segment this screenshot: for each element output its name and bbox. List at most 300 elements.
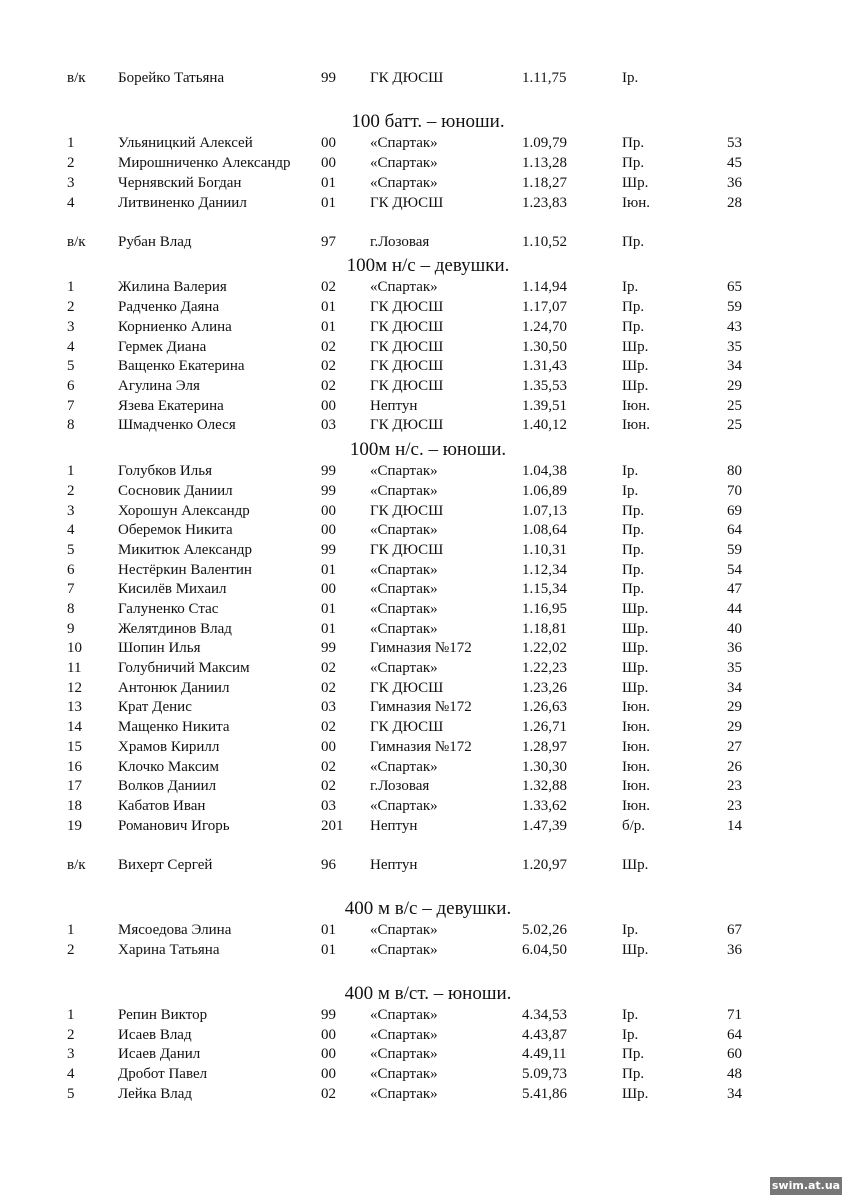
- club-name: Гимназия №172: [370, 739, 472, 755]
- points-value: 25: [727, 398, 742, 414]
- place-cell: 1: [67, 279, 75, 295]
- place-cell: в/к: [67, 857, 86, 873]
- rank-class: Іюн.: [622, 398, 650, 414]
- rank-class: Іюн.: [622, 719, 650, 735]
- result-row: [0, 718, 848, 737]
- birth-year: 00: [321, 398, 336, 414]
- place-cell: 11: [67, 660, 82, 676]
- result-time: 6.04,50: [522, 942, 567, 958]
- athlete-name: Шопин Илья: [118, 640, 201, 656]
- club-name: «Спартак»: [370, 660, 438, 676]
- club-name: «Спартак»: [370, 922, 438, 938]
- result-time: 1.23,83: [522, 195, 567, 211]
- birth-year: 01: [321, 621, 336, 637]
- points-value: 23: [727, 798, 742, 814]
- result-time: 5.02,26: [522, 922, 567, 938]
- site-watermark: swim.at.ua: [770, 1177, 842, 1195]
- result-time: 1.18,81: [522, 621, 567, 637]
- club-name: «Спартак»: [370, 581, 438, 597]
- result-time: 1.39,51: [522, 398, 567, 414]
- result-row: [0, 1006, 848, 1025]
- result-row: [0, 541, 848, 560]
- result-row: [0, 777, 848, 796]
- result-row: [0, 338, 848, 357]
- result-row: [0, 521, 848, 540]
- rank-class: Іp.: [622, 922, 639, 938]
- result-row: [0, 600, 848, 619]
- points-value: 64: [727, 1027, 742, 1043]
- points-value: 28: [727, 195, 742, 211]
- points-value: 14: [727, 818, 742, 834]
- club-name: «Спартак»: [370, 942, 438, 958]
- place-cell: 4: [67, 522, 75, 538]
- rank-class: Іюн.: [622, 739, 650, 755]
- rank-class: Шр.: [622, 680, 649, 696]
- result-row: [0, 416, 848, 435]
- result-time: 1.35,53: [522, 378, 567, 394]
- result-time: 1.08,64: [522, 522, 567, 538]
- athlete-name: Корниенко Алина: [118, 319, 232, 335]
- event-heading: [0, 438, 848, 462]
- rank-class: Іюн.: [622, 759, 650, 775]
- points-value: 64: [727, 522, 742, 538]
- result-time: 1.15,34: [522, 581, 567, 597]
- club-name: Гимназия №172: [370, 640, 472, 656]
- points-value: 29: [727, 719, 742, 735]
- club-name: ГК ДЮСШ: [370, 319, 444, 335]
- points-value: 35: [727, 339, 742, 355]
- result-time: 1.32,88: [522, 778, 567, 794]
- points-value: 70: [727, 483, 742, 499]
- points-value: 34: [727, 680, 742, 696]
- club-name: Гимназия №172: [370, 699, 472, 715]
- birth-year: 00: [321, 155, 336, 171]
- athlete-name: Исаев Влад: [118, 1027, 192, 1043]
- place-cell: 3: [67, 1046, 75, 1062]
- rank-class: Пр.: [622, 522, 645, 538]
- result-row: [0, 1045, 848, 1064]
- result-row: [0, 134, 848, 153]
- rank-class: Шр.: [622, 621, 649, 637]
- result-row: [0, 758, 848, 777]
- result-row: [0, 69, 848, 88]
- athlete-name: Кабатов Иван: [118, 798, 206, 814]
- place-cell: 7: [67, 581, 75, 597]
- result-row: [0, 797, 848, 816]
- rank-class: Шр.: [622, 601, 649, 617]
- athlete-name: Голубничий Максим: [118, 660, 250, 676]
- birth-year: 02: [321, 719, 336, 735]
- birth-year: 02: [321, 778, 336, 794]
- points-value: 54: [727, 562, 742, 578]
- result-time: 1.07,13: [522, 503, 567, 519]
- athlete-name: Язева Екатерина: [118, 398, 224, 414]
- event-heading: [0, 254, 848, 278]
- place-cell: 14: [67, 719, 82, 735]
- place-cell: 5: [67, 542, 75, 558]
- birth-year: 03: [321, 699, 336, 715]
- birth-year: 00: [321, 503, 336, 519]
- athlete-name: Агулина Эля: [118, 378, 200, 394]
- birth-year: 02: [321, 680, 336, 696]
- rank-class: Шр.: [622, 1086, 649, 1102]
- birth-year: 01: [321, 922, 336, 938]
- birth-year: 00: [321, 581, 336, 597]
- club-name: ГК ДЮСШ: [370, 339, 444, 355]
- rank-class: Іюн.: [622, 798, 650, 814]
- club-name: ГК ДЮСШ: [370, 358, 444, 374]
- result-time: 1.24,70: [522, 319, 567, 335]
- result-time: 1.22,23: [522, 660, 567, 676]
- rank-class: Пр.: [622, 1066, 645, 1082]
- athlete-name: Мясоедова Элина: [118, 922, 232, 938]
- athlete-name: Романович Игорь: [118, 818, 230, 834]
- birth-year: 03: [321, 417, 336, 433]
- result-time: 1.47,39: [522, 818, 567, 834]
- rank-class: Шр.: [622, 358, 649, 374]
- points-value: 67: [727, 922, 742, 938]
- birth-year: 99: [321, 640, 336, 656]
- result-row: [0, 357, 848, 376]
- club-name: ГК ДЮСШ: [370, 680, 444, 696]
- athlete-name: Рубан Влад: [118, 234, 192, 250]
- birth-year: 02: [321, 1086, 336, 1102]
- result-time: 1.30,30: [522, 759, 567, 775]
- club-name: Нептун: [370, 398, 418, 414]
- result-time: 1.30,50: [522, 339, 567, 355]
- place-cell: 2: [67, 483, 75, 499]
- place-cell: 12: [67, 680, 82, 696]
- place-cell: 6: [67, 378, 75, 394]
- place-cell: 2: [67, 1027, 75, 1043]
- result-time: 1.26,71: [522, 719, 567, 735]
- rank-class: б/р.: [622, 818, 646, 834]
- points-value: 48: [727, 1066, 742, 1082]
- birth-year: 02: [321, 358, 336, 374]
- birth-year: 99: [321, 70, 336, 86]
- birth-year: 99: [321, 483, 336, 499]
- result-row: [0, 1065, 848, 1084]
- place-cell: 8: [67, 417, 75, 433]
- result-row: [0, 397, 848, 416]
- result-time: 1.16,95: [522, 601, 567, 617]
- athlete-name: Радченко Даяна: [118, 299, 220, 315]
- athlete-name: Желятдинов Влад: [118, 621, 232, 637]
- birth-year: 02: [321, 279, 336, 295]
- result-time: 4.49,11: [522, 1046, 567, 1062]
- club-name: Нептун: [370, 818, 418, 834]
- birth-year: 99: [321, 542, 336, 558]
- event-heading-text: 400 м в/ст. – юноши.: [344, 983, 512, 1004]
- rank-class: Пр.: [622, 1046, 645, 1062]
- club-name: «Спартак»: [370, 798, 438, 814]
- result-row: [0, 580, 848, 599]
- rank-class: Шр.: [622, 660, 649, 676]
- birth-year: 00: [321, 739, 336, 755]
- event-heading: [0, 110, 848, 134]
- club-name: ГК ДЮСШ: [370, 417, 444, 433]
- result-time: 5.41,86: [522, 1086, 567, 1102]
- athlete-name: Храмов Кирилл: [118, 739, 220, 755]
- athlete-name: Хорошун Александр: [118, 503, 250, 519]
- club-name: «Спартак»: [370, 759, 438, 775]
- athlete-name: Мирошниченко Александр: [118, 155, 291, 171]
- athlete-name: Репин Виктор: [118, 1007, 208, 1023]
- birth-year: 99: [321, 1007, 336, 1023]
- points-value: 47: [727, 581, 742, 597]
- place-cell: 1: [67, 135, 75, 151]
- rank-class: Іюн.: [622, 778, 650, 794]
- result-row: [0, 639, 848, 658]
- place-cell: 4: [67, 339, 75, 355]
- club-name: «Спартак»: [370, 1086, 438, 1102]
- place-cell: 1: [67, 1007, 75, 1023]
- result-time: 1.22,02: [522, 640, 567, 656]
- result-time: 5.09,73: [522, 1066, 567, 1082]
- club-name: «Спартак»: [370, 1066, 438, 1082]
- place-cell: 2: [67, 155, 75, 171]
- place-cell: в/к: [67, 234, 86, 250]
- athlete-name: Литвиненко Даниил: [118, 195, 247, 211]
- athlete-name: Крат Денис: [118, 699, 192, 715]
- result-row: [0, 659, 848, 678]
- rank-class: Шр.: [622, 857, 649, 873]
- rank-class: Іp.: [622, 70, 639, 86]
- club-name: «Спартак»: [370, 175, 438, 191]
- athlete-name: Дробот Павел: [118, 1066, 208, 1082]
- result-time: 1.06,89: [522, 483, 567, 499]
- club-name: г.Лозовая: [370, 778, 430, 794]
- result-row: [0, 502, 848, 521]
- result-row: [0, 698, 848, 717]
- result-row: [0, 318, 848, 337]
- result-row: [0, 1085, 848, 1104]
- club-name: «Спартак»: [370, 621, 438, 637]
- athlete-name: Исаев Данил: [118, 1046, 201, 1062]
- points-value: 59: [727, 299, 742, 315]
- athlete-name: Гермек Диана: [118, 339, 207, 355]
- rank-class: Шр.: [622, 339, 649, 355]
- athlete-name: Микитюк Александр: [118, 542, 253, 558]
- result-time: 1.10,31: [522, 542, 567, 558]
- place-cell: 8: [67, 601, 75, 617]
- points-value: 53: [727, 135, 742, 151]
- rank-class: Пр.: [622, 319, 645, 335]
- points-value: 43: [727, 319, 742, 335]
- birth-year: 01: [321, 299, 336, 315]
- birth-year: 01: [321, 942, 336, 958]
- athlete-name: Волков Даниил: [118, 778, 217, 794]
- rank-class: Пр.: [622, 135, 645, 151]
- points-value: 29: [727, 378, 742, 394]
- birth-year: 02: [321, 660, 336, 676]
- birth-year: 01: [321, 175, 336, 191]
- club-name: «Спартак»: [370, 1027, 438, 1043]
- place-cell: 16: [67, 759, 82, 775]
- club-name: ГК ДЮСШ: [370, 299, 444, 315]
- points-value: 27: [727, 739, 742, 755]
- place-cell: 5: [67, 1086, 75, 1102]
- result-row: [0, 462, 848, 481]
- rank-class: Пр.: [622, 234, 645, 250]
- points-value: 34: [727, 358, 742, 374]
- club-name: ГК ДЮСШ: [370, 378, 444, 394]
- rank-class: Іp.: [622, 483, 639, 499]
- result-row: [0, 298, 848, 317]
- place-cell: 9: [67, 621, 75, 637]
- result-row: [0, 941, 848, 960]
- place-cell: 1: [67, 463, 75, 479]
- result-row: [0, 377, 848, 396]
- points-value: 26: [727, 759, 742, 775]
- rank-class: Іюн.: [622, 699, 650, 715]
- result-time: 1.12,34: [522, 562, 567, 578]
- athlete-name: Харина Татьяна: [118, 942, 220, 958]
- result-time: 1.33,62: [522, 798, 567, 814]
- points-value: 69: [727, 503, 742, 519]
- points-value: 36: [727, 175, 742, 191]
- club-name: «Спартак»: [370, 562, 438, 578]
- athlete-name: Вихерт Сергей: [118, 857, 213, 873]
- birth-year: 01: [321, 319, 336, 335]
- club-name: ГК ДЮСШ: [370, 719, 444, 735]
- athlete-name: Ващенко Екатерина: [118, 358, 245, 374]
- points-value: 80: [727, 463, 742, 479]
- result-row: [0, 561, 848, 580]
- athlete-name: Нестёркин Валентин: [118, 562, 252, 578]
- result-time: 1.31,43: [522, 358, 567, 374]
- result-time: 1.18,27: [522, 175, 567, 191]
- birth-year: 01: [321, 195, 336, 211]
- event-heading-text: 100 батт. – юноши.: [351, 111, 505, 132]
- result-row: [0, 856, 848, 875]
- athlete-name: Лейка Влад: [118, 1086, 193, 1102]
- result-row: [0, 154, 848, 173]
- result-time: 1.14,94: [522, 279, 567, 295]
- rank-class: Шр.: [622, 942, 649, 958]
- place-cell: 7: [67, 398, 75, 414]
- club-name: ГК ДЮСШ: [370, 503, 444, 519]
- rank-class: Пр.: [622, 299, 645, 315]
- points-value: 71: [727, 1007, 742, 1023]
- athlete-name: Борейко Татьяна: [118, 70, 225, 86]
- place-cell: 4: [67, 1066, 75, 1082]
- event-heading: [0, 982, 848, 1006]
- birth-year: 01: [321, 601, 336, 617]
- place-cell: 2: [67, 299, 75, 315]
- event-heading-text: 100м н/с – девушки.: [346, 255, 510, 276]
- athlete-name: Сосновик Даниил: [118, 483, 233, 499]
- result-time: 1.13,28: [522, 155, 567, 171]
- points-value: 44: [727, 601, 742, 617]
- rank-class: Пр.: [622, 503, 645, 519]
- points-value: 59: [727, 542, 742, 558]
- rank-class: Іp.: [622, 1007, 639, 1023]
- result-time: 1.10,52: [522, 234, 567, 250]
- place-cell: в/к: [67, 70, 86, 86]
- result-row: [0, 482, 848, 501]
- result-time: 1.09,79: [522, 135, 567, 151]
- place-cell: 4: [67, 195, 75, 211]
- place-cell: 10: [67, 640, 82, 656]
- birth-year: 00: [321, 1066, 336, 1082]
- birth-year: 201: [321, 818, 344, 834]
- athlete-name: Кисилёв Михаил: [118, 581, 227, 597]
- result-time: 4.43,87: [522, 1027, 567, 1043]
- result-row: [0, 620, 848, 639]
- club-name: «Спартак»: [370, 135, 438, 151]
- club-name: г.Лозовая: [370, 234, 430, 250]
- points-value: 23: [727, 778, 742, 794]
- place-cell: 5: [67, 358, 75, 374]
- result-time: 4.34,53: [522, 1007, 567, 1023]
- rank-class: Іp.: [622, 463, 639, 479]
- birth-year: 01: [321, 562, 336, 578]
- club-name: ГК ДЮСШ: [370, 542, 444, 558]
- club-name: «Спартак»: [370, 1046, 438, 1062]
- result-time: 1.23,26: [522, 680, 567, 696]
- club-name: «Спартак»: [370, 601, 438, 617]
- club-name: «Спартак»: [370, 279, 438, 295]
- athlete-name: Ульяницкий Алексей: [118, 135, 253, 151]
- result-row: [0, 921, 848, 940]
- result-row: [0, 174, 848, 193]
- points-value: 65: [727, 279, 742, 295]
- event-heading-text: 400 м в/с – девушки.: [344, 898, 512, 919]
- points-value: 40: [727, 621, 742, 637]
- rank-class: Шр.: [622, 378, 649, 394]
- birth-year: 02: [321, 759, 336, 775]
- birth-year: 02: [321, 378, 336, 394]
- points-value: 34: [727, 1086, 742, 1102]
- birth-year: 00: [321, 135, 336, 151]
- points-value: 60: [727, 1046, 742, 1062]
- athlete-name: Антонюк Даниил: [118, 680, 230, 696]
- result-row: [0, 278, 848, 297]
- place-cell: 2: [67, 942, 75, 958]
- result-row: [0, 1026, 848, 1045]
- event-heading-text: 100м н/с. – юноши.: [349, 439, 507, 460]
- athlete-name: Жилина Валерия: [118, 279, 227, 295]
- club-name: «Спартак»: [370, 522, 438, 538]
- athlete-name: Оберемок Никита: [118, 522, 233, 538]
- result-row: [0, 817, 848, 836]
- points-value: 36: [727, 942, 742, 958]
- place-cell: 17: [67, 778, 82, 794]
- place-cell: 3: [67, 175, 75, 191]
- place-cell: 15: [67, 739, 82, 755]
- athlete-name: Мащенко Никита: [118, 719, 230, 735]
- rank-class: Пр.: [622, 542, 645, 558]
- birth-year: 00: [321, 1046, 336, 1062]
- rank-class: Іp.: [622, 1027, 639, 1043]
- rank-class: Шр.: [622, 175, 649, 191]
- points-value: 35: [727, 660, 742, 676]
- result-time: 1.20,97: [522, 857, 567, 873]
- place-cell: 18: [67, 798, 82, 814]
- result-row: [0, 233, 848, 252]
- birth-year: 03: [321, 798, 336, 814]
- rank-class: Пр.: [622, 562, 645, 578]
- place-cell: 3: [67, 319, 75, 335]
- points-value: 45: [727, 155, 742, 171]
- points-value: 25: [727, 417, 742, 433]
- place-cell: 13: [67, 699, 82, 715]
- points-value: 29: [727, 699, 742, 715]
- place-cell: 6: [67, 562, 75, 578]
- result-time: 1.11,75: [522, 70, 567, 86]
- birth-year: 99: [321, 463, 336, 479]
